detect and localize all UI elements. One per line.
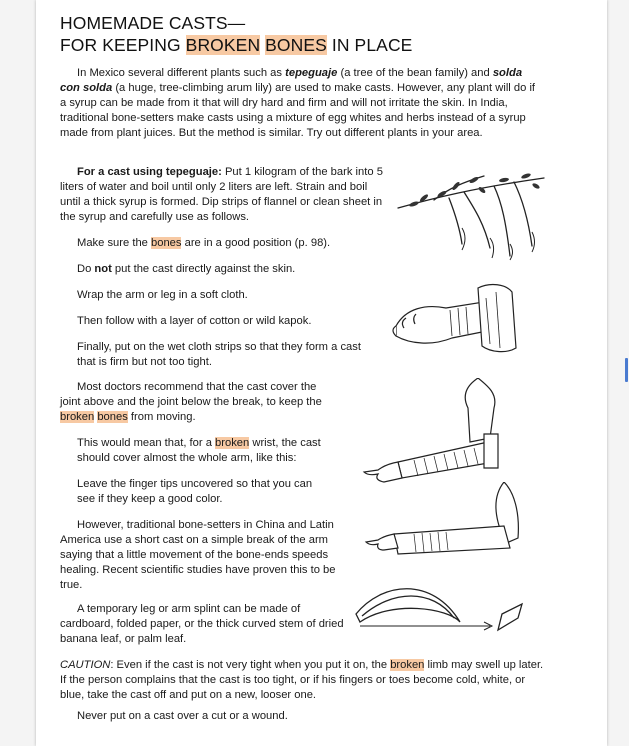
page-title — [60, 12, 412, 56]
banana-leaf-splint-illustration — [352, 578, 528, 646]
hand-wrapping-illustration — [386, 278, 526, 358]
short-cast-arm-illustration — [364, 482, 534, 570]
step-wet-strips: Finally, put on the wet cloth strips so that they form a cast that is firm but not too tight. — [77, 341, 361, 368]
caution-label: CAUTION — [60, 659, 111, 671]
never-paragraph: Never put on a cast over a cut or a wound. — [77, 710, 288, 722]
tepeguaje-branch-illustration — [394, 168, 554, 264]
step-bones-position: Make sure the bones are in a good position (p. 98). — [77, 237, 331, 249]
highlight-bones: bones — [151, 237, 182, 249]
fingers-paragraph: Leave the finger tips uncovered so that you can see if they keep a good color. — [77, 478, 313, 505]
step-wrap-cloth: Wrap the arm or leg in a soft cloth. — [77, 289, 248, 301]
recipe-heading: For a cast using tepeguaje: — [77, 166, 222, 178]
wrist-paragraph: This would mean that, for a broken wrist, the cast should cover almost the whole arm, like this: — [77, 437, 321, 464]
intro-paragraph: In Mexico several different plants such as tepeguaje (a tree of the bean family) and solda con solda (a huge, tree-climbing arum lily) are used to make casts. However, any plant will do if a syrup can be made from it that will dry hard and firm and will not irritate the skin. In India, traditional bone-setters make casts using a mixture of egg whites and herbs instead of a syrup made from plant juices. But the method is similar. Try out different plants in your area. — [60, 67, 536, 139]
highlight-broken: broken — [60, 411, 95, 423]
splint-paragraph: A temporary leg or arm splint can be made of cardboard, folded paper, or the thick curved stem of dried banana leaf, or palm leaf. — [60, 603, 344, 645]
china-paragraph: However, traditional bone-setters in China and Latin America use a short cast on a simple break of the arm saying that a little movement of the bone-ends speeds healing. Recent scientific studies have proven this to be true. — [60, 519, 336, 591]
long-cast-arm-illustration — [358, 378, 528, 488]
step-not-against-skin: Do not put the cast directly against the skin. — [77, 263, 296, 275]
title-text: IN PLACE — [326, 35, 413, 55]
title-text: FOR KEEPING — [60, 35, 186, 55]
term-tepeguaje: tepeguaje — [285, 67, 338, 79]
term-solda-con-solda: solda con solda — [60, 67, 523, 94]
highlight-broken: broken — [215, 437, 250, 449]
highlight-broken: BROKEN — [185, 35, 261, 55]
highlight-broken: broken — [390, 659, 425, 671]
highlight-bones: BONES — [265, 35, 327, 55]
doctors-paragraph: Most doctors recommend that the cast cover the joint above and the joint below the break, to keep the broken bones from moving. — [60, 381, 322, 423]
highlight-bones: bones — [97, 411, 128, 423]
emphasis-not: not — [94, 263, 112, 275]
caution-paragraph: CAUTION: Even if the cast is not very tight when you put it on, the broken limb may swell up later. If the person complains that the cast is too tight, or if his fingers or toes become cold, white, or blue, take the cast off and put on a new, looser one. — [60, 659, 544, 701]
document-page — [36, 0, 607, 746]
step-cotton-layer: Then follow with a layer of cotton or wild kapok. — [77, 315, 312, 327]
scroll-position-marker[interactable] — [625, 358, 628, 382]
cast-recipe-paragraph: For a cast using tepeguaje: Put 1 kilogram of the bark into 5 liters of water and boil until only 2 liters are left. Strain and boil until a thick syrup is formed. Dip strips of flannel or clean sheet in the syrup and carefully use as follows. — [60, 166, 383, 223]
title-line-2 — [60, 34, 412, 56]
title-line-1: HOMEMADE CASTS— — [60, 13, 246, 33]
